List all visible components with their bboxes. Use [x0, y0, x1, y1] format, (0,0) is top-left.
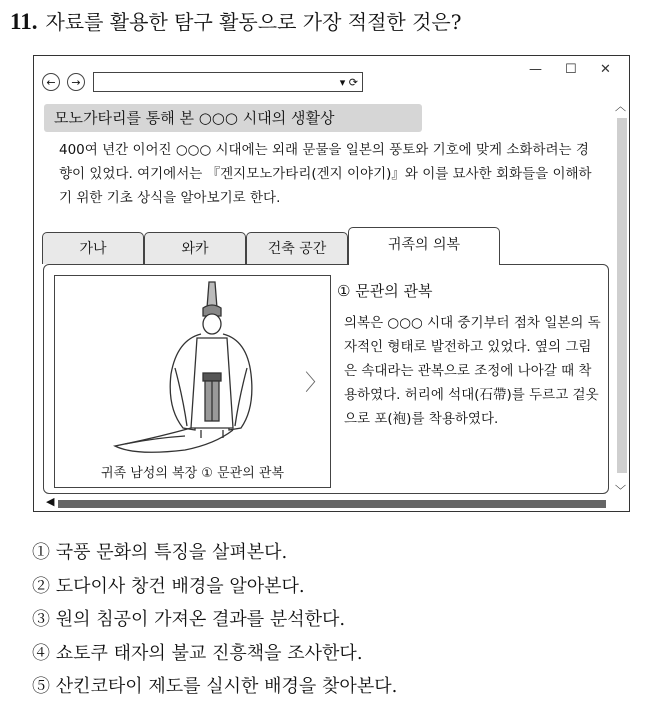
vertical-scrollbar[interactable]	[614, 96, 629, 496]
tab-architecture[interactable]: 건축 공간	[246, 232, 348, 264]
address-bar[interactable]	[93, 72, 363, 92]
horizontal-scroll-thumb[interactable]	[58, 500, 606, 508]
tab-kana[interactable]: 가나	[42, 232, 144, 264]
scroll-left-icon[interactable]: ◀	[46, 495, 55, 508]
scroll-up-icon[interactable]: ︿	[615, 100, 626, 113]
vertical-scroll-thumb[interactable]	[617, 118, 627, 473]
noble-official-illustration	[105, 278, 295, 458]
scroll-down-icon[interactable]: ﹀	[615, 484, 626, 497]
maximize-icon[interactable]: ☐	[565, 62, 577, 77]
close-icon[interactable]: ✕	[600, 62, 611, 77]
next-chevron-icon[interactable]: 〉	[305, 371, 328, 396]
choice-4[interactable]: ④ 쇼토쿠 태자의 불교 진흥책을 조사한다.	[32, 642, 363, 664]
tab-noble-clothing[interactable]: 귀족의 의복	[348, 227, 500, 265]
question-number: 11.	[10, 9, 38, 34]
figure-caption: 귀족 남성의 복장 ① 문관의 관복	[100, 466, 284, 481]
answer-choices	[32, 536, 397, 704]
intro-text: 400여 년간 이어진 ○○○ 시대에는 외래 문물을 일본의 풍토와 기호에 맞게 소화하려는 경향이 있었다. 여기에서는 『겐지모노가타리(겐지 이야기)』와 이를 묘사한 회화들을 이해하기 위한 기초 상식을 알아보기로 한다.	[59, 142, 592, 206]
forward-arrow-icon[interactable]: →	[67, 73, 85, 91]
question-text: 자료를 활용한 탐구 활동으로 가장 적절한 것은?	[45, 10, 462, 34]
tab-waka[interactable]: 와카	[144, 232, 246, 264]
choice-1[interactable]: ① 국풍 문화의 특징을 살펴본다.	[32, 542, 288, 563]
question	[10, 6, 461, 35]
minimize-icon[interactable]: —	[529, 62, 542, 77]
browser-window	[33, 55, 630, 512]
section-title: ① 문관의 관복	[337, 282, 433, 300]
address-controls[interactable]: ▾ ⟳	[339, 76, 358, 89]
horizontal-scrollbar[interactable]	[44, 496, 614, 510]
section-text: 의복은 ○○○ 시대 중기부터 점차 일본의 독자적인 형태로 발전하고 있었다. 옆의 그림은 속대라는 관복으로 조정에 나아갈 때 착용하였다. 허리에 석대(石帶)를 두르고 겉옷으로 포(袍)를 착용하였다.	[344, 315, 601, 427]
back-arrow-icon[interactable]: ←	[42, 73, 60, 91]
choice-3[interactable]: ③ 원의 침공이 가져온 결과를 분석한다.	[32, 609, 346, 630]
choice-5[interactable]: ⑤ 산킨코타이 제도를 실시한 배경을 찾아본다.	[32, 676, 398, 697]
choice-2[interactable]: ② 도다이사 창건 배경을 알아본다.	[32, 575, 305, 597]
page-title: 모노가타리를 통해 본 ○○○ 시대의 생활상	[44, 104, 422, 132]
tab-panel	[43, 264, 609, 494]
figure-box	[54, 275, 331, 488]
